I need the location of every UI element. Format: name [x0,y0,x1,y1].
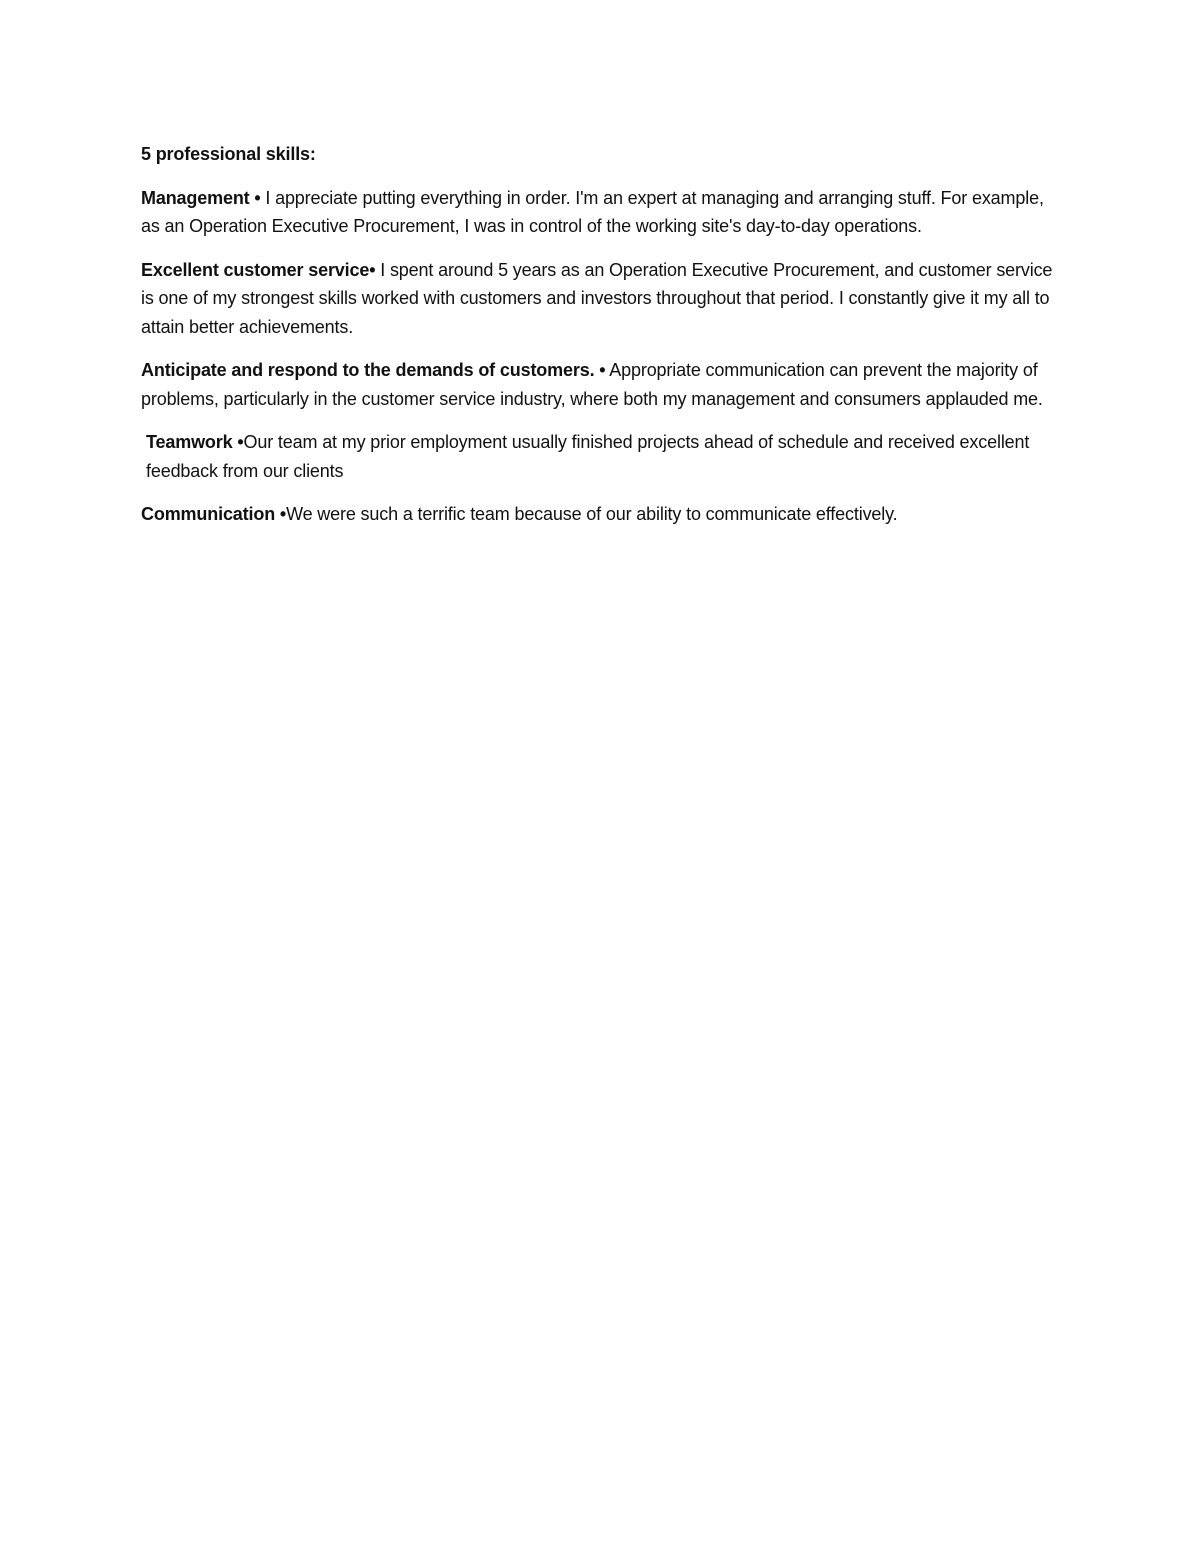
skill-label: Teamwork • [146,432,244,452]
skill-description: I appreciate putting everything in order. I'm an expert at managing and arranging stuff. For example, as an Operation Executive Procurement, I was in control of the working site's day-to-day operations. [141,187,1044,236]
skill-description: Appropriate communication can prevent the majority of problems, particularly in the customer service industry, where both my management and consumers applauded me. [141,360,1043,409]
skill-paragraph-management [141,184,1066,241]
skill-label: Anticipate and respond to the demands of customers. • [141,360,606,380]
skill-label: Excellent customer service• [141,259,376,280]
skill-description: Our team at my prior employment usually finished projects ahead of schedule and received excellent feedback from our clients [146,432,1030,481]
skill-label: Communication • [141,504,287,524]
document-body [141,140,1066,544]
skill-paragraph-anticipate-demands [141,356,1066,413]
skill-label: Management • [141,187,261,208]
skill-description: We were such a terrific team because of our ability to communicate effectively. [286,504,898,524]
skill-description: I spent around 5 years as an Operation Executive Procurement, and customer service is one of my strongest skills worked with customers and investors throughout that period. I constantly give it my all to attain better achievements. [141,259,1053,337]
document-heading: 5 professional skills: [141,144,316,164]
skill-paragraph-communication [141,500,1066,529]
skill-paragraph-customer-service [141,256,1066,342]
skill-paragraph-teamwork [141,428,1066,485]
